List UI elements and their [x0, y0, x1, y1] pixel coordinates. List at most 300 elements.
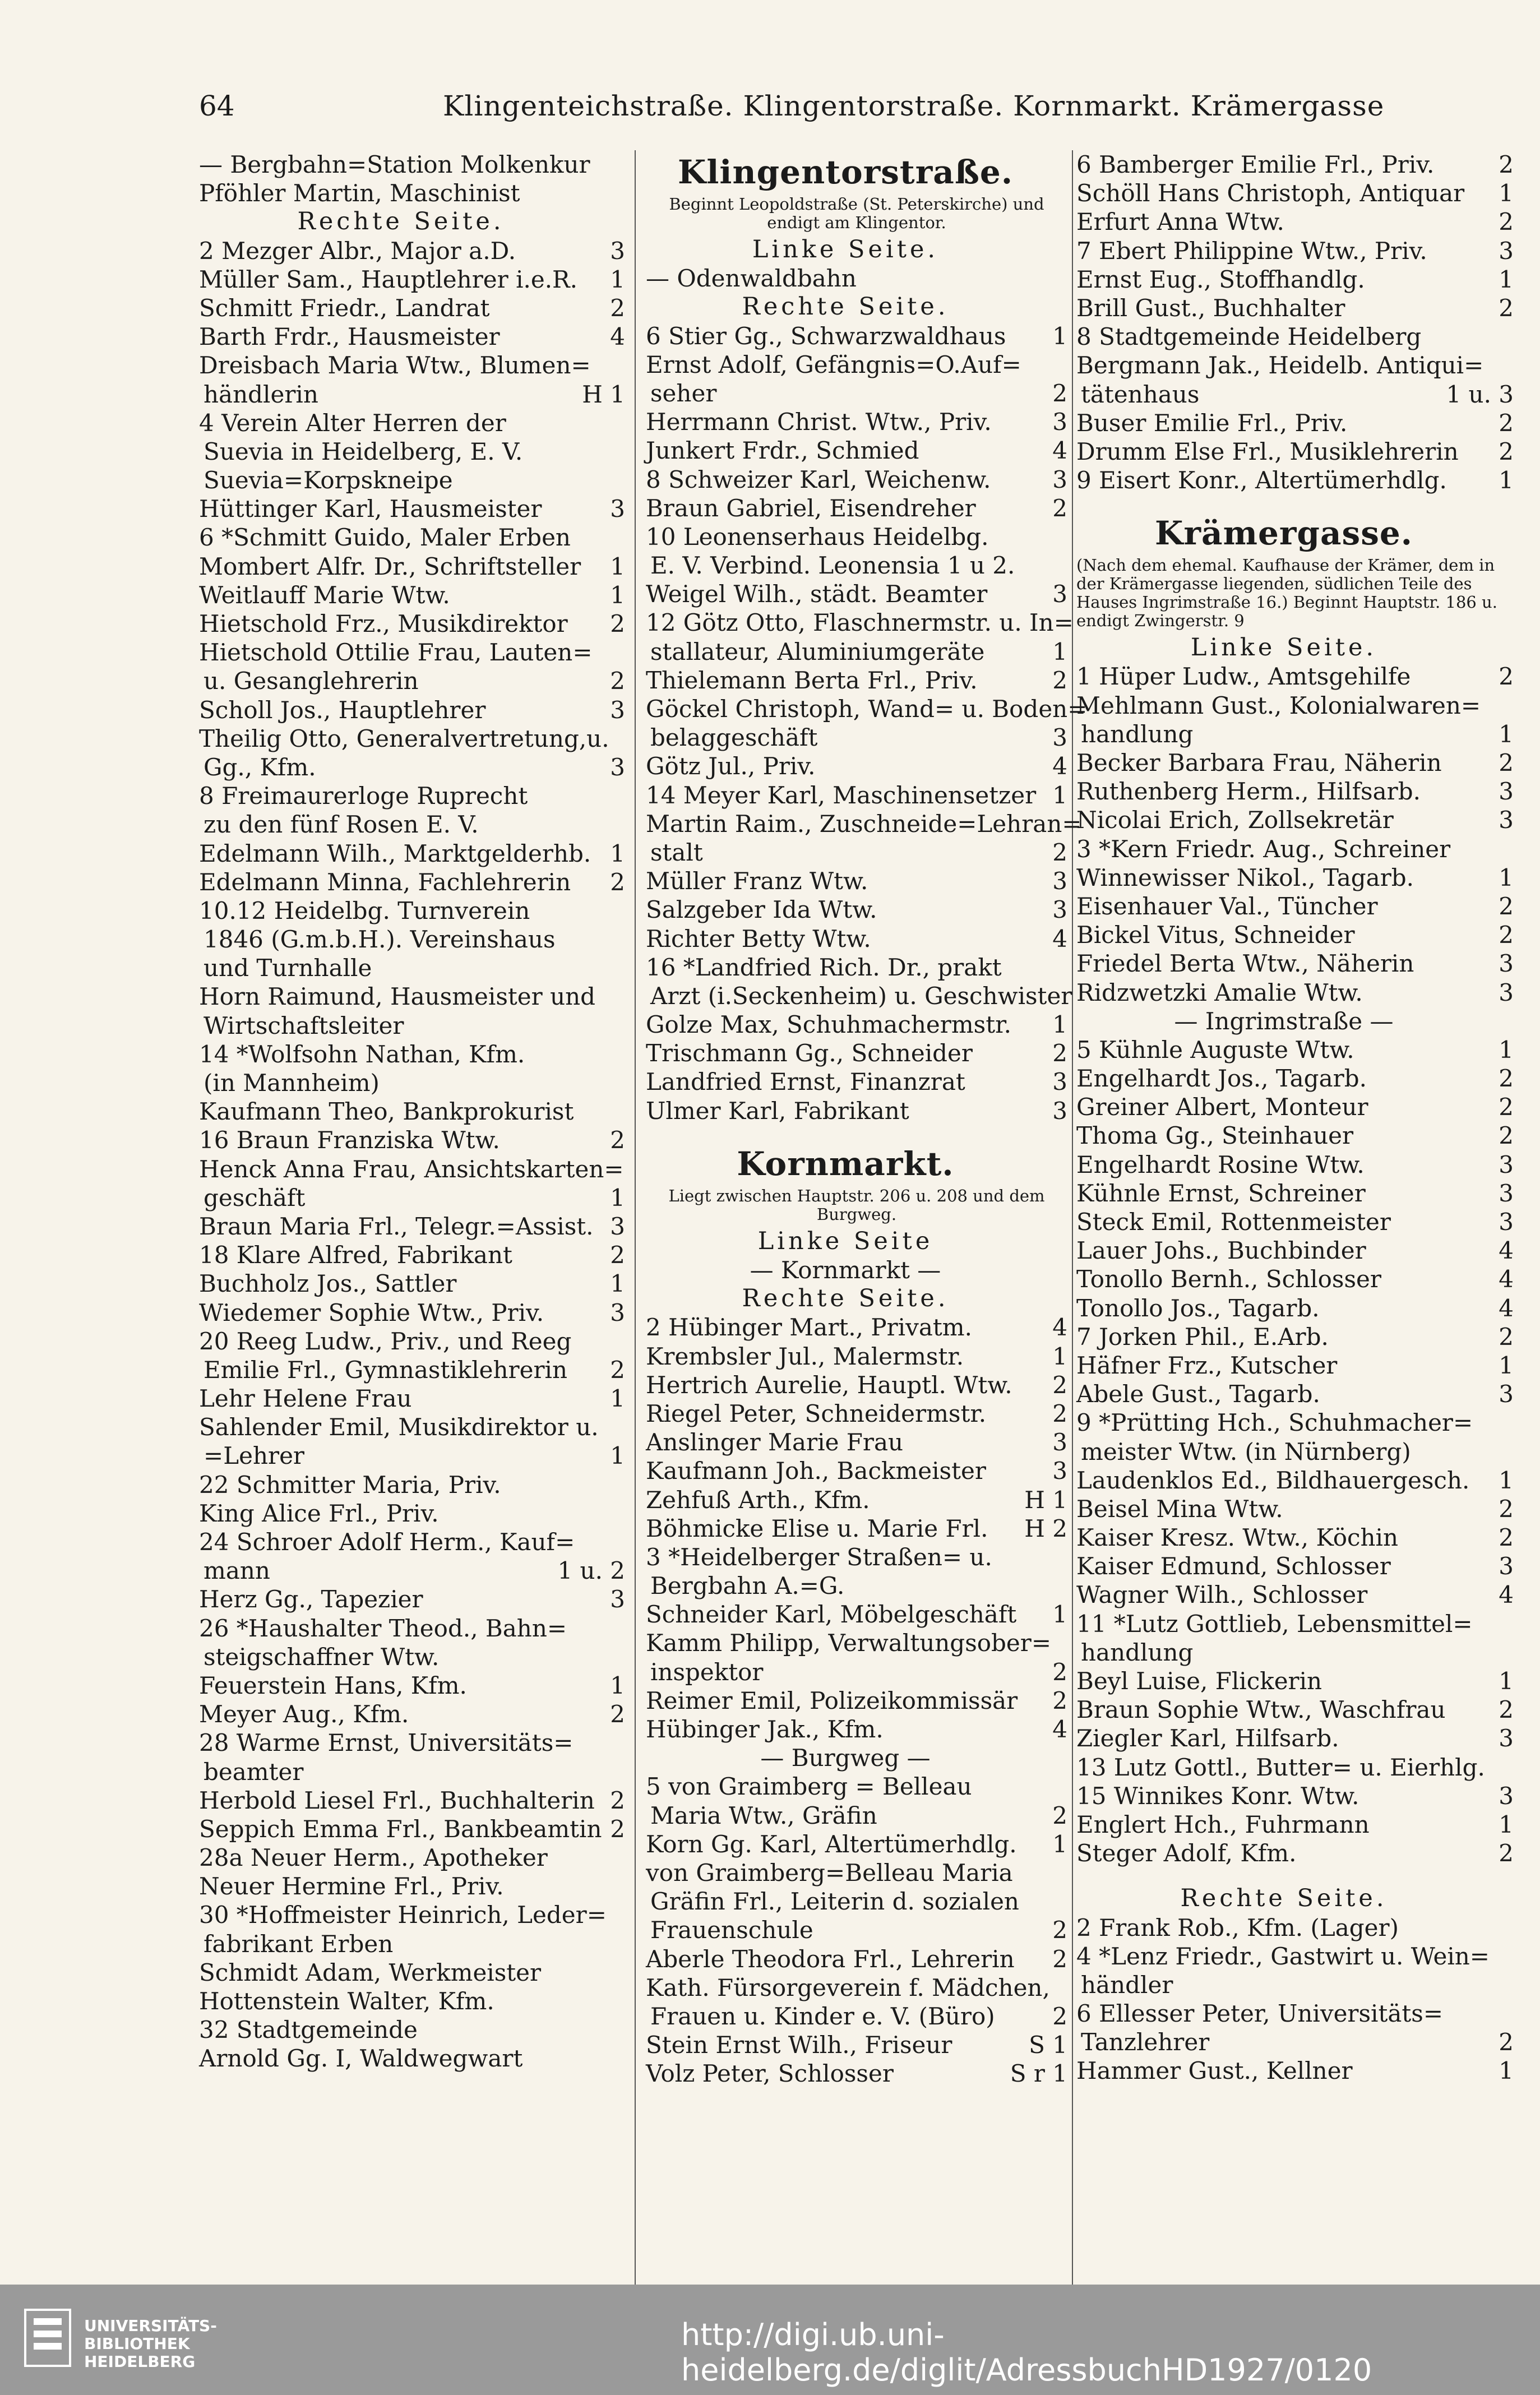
- directory-entry: [199, 1327, 625, 1356]
- directory-entry: [646, 436, 1067, 465]
- directory-entry-text: zu den fünf Rosen E. V.: [204, 811, 479, 839]
- directory-entry-text: Greiner Albert, Monteur: [1076, 1093, 1368, 1121]
- floor-number: 2: [1499, 663, 1514, 691]
- directory-entry: [646, 494, 1067, 523]
- directory-entry: [199, 179, 625, 207]
- directory-entry: [646, 895, 1067, 924]
- floor-number: 3: [1052, 724, 1067, 752]
- directory-entry: [199, 466, 625, 494]
- floor-number: 3: [1499, 237, 1514, 265]
- directory-entry: [646, 1097, 1067, 1125]
- floor-number: 2: [610, 1815, 625, 1843]
- directory-entry-text: Müller Franz Wtw.: [646, 867, 868, 895]
- floor-number: 2: [1052, 666, 1067, 694]
- floor-number: 2: [1052, 1945, 1067, 1973]
- directory-entry-text: Hertrich Aurelie, Hauptl. Wtw.: [646, 1371, 1012, 1399]
- directory-entry: [646, 1629, 1067, 1657]
- directory-entry: [199, 351, 625, 380]
- directory-entry-text: Weitlauff Marie Wtw.: [199, 581, 450, 609]
- directory-entry-text: Horn Raimund, Hausmeister und: [199, 983, 596, 1011]
- directory-entry: [646, 1371, 1067, 1399]
- directory-entry: [199, 1183, 625, 1212]
- side-heading-text: Linke Seite.: [1190, 634, 1377, 662]
- floor-number: 4: [1499, 1237, 1514, 1265]
- directory-entry: [199, 523, 625, 552]
- floor-number: 3: [1499, 806, 1514, 834]
- directory-entry-text: 7 Jorken Phil., E.Arb.: [1076, 1323, 1329, 1351]
- directory-entry-text: Häfner Frz., Kutscher: [1076, 1351, 1338, 1379]
- floor-number: 2: [1052, 1686, 1067, 1714]
- floor-number: 4: [610, 323, 625, 351]
- directory-entry: [1076, 1810, 1514, 1839]
- directory-entry: [199, 1843, 625, 1872]
- directory-entry: [199, 581, 625, 609]
- directory-entry-text: tätenhaus: [1081, 380, 1200, 408]
- section-spacer: [1076, 1867, 1514, 1884]
- floor-number: 4: [1052, 437, 1067, 465]
- directory-entry: [1076, 1408, 1514, 1437]
- street-heading-text: Klingentorstraße.: [677, 153, 1014, 191]
- directory-entry-text: 28 Warme Ernst, Universitäts=: [199, 1729, 574, 1757]
- floor-number: 2: [1052, 2002, 1067, 2030]
- floor-number: 2: [1499, 437, 1514, 465]
- directory-entry-text: Kaufmann Joh., Backmeister: [646, 1457, 986, 1485]
- directory-entry: [1076, 720, 1514, 748]
- floor-number: 2: [1052, 379, 1067, 407]
- directory-entry-text: Edelmann Wilh., Marktgelderhb.: [199, 839, 591, 867]
- directory-entry-text: handlung: [1081, 1638, 1194, 1666]
- floor-number: 1: [1499, 1667, 1514, 1695]
- directory-entry-text: 28a Neuer Herm., Apotheker: [199, 1844, 548, 1872]
- directory-entry-text: Landfried Ernst, Finanzrat: [646, 1068, 965, 1096]
- directory-entry-text: 15 Winnikes Konr. Wtw.: [1076, 1782, 1359, 1810]
- column-3: [1076, 150, 1514, 2086]
- floor-number: 2: [1052, 1916, 1067, 1944]
- directory-entry-text: Braun Sophie Wtw., Waschfrau: [1076, 1696, 1446, 1724]
- directory-entry: [199, 265, 625, 294]
- page-number: 64: [199, 90, 235, 122]
- directory-entry: [1076, 1466, 1514, 1495]
- directory-entry: [1076, 1495, 1514, 1523]
- street-heading-text: Kornmarkt.: [737, 1144, 954, 1183]
- directory-entry: [646, 1457, 1067, 1485]
- floor-number: 1 u. 3: [1446, 380, 1514, 408]
- directory-entry-text: händlerin: [204, 380, 318, 408]
- directory-entry: [199, 782, 625, 810]
- directory-entry: [1076, 1839, 1514, 1867]
- floor-number: 3: [1499, 1150, 1514, 1178]
- directory-entry: [1076, 1552, 1514, 1580]
- directory-entry: [646, 1399, 1067, 1428]
- column-rule: [635, 150, 636, 2297]
- source-url-link[interactable]: http://digi.ub.uni-heidelberg.de/diglit/AdressbuchHD1927/0120: [681, 2317, 1372, 2388]
- floor-number: 2: [1052, 1039, 1067, 1067]
- directory-entry-text: Seppich Emma Frl., Bankbeamtin: [199, 1815, 602, 1843]
- directory-entry: [646, 465, 1067, 494]
- directory-entry: [646, 264, 1067, 293]
- directory-entry-text: 14 Meyer Karl, Maschinensetzer: [646, 781, 1037, 809]
- street-heading: [646, 150, 1067, 194]
- floor-number: 1: [1499, 1035, 1514, 1064]
- directory-entry: [1076, 409, 1514, 437]
- directory-entry-text: belaggeschäft: [650, 724, 818, 752]
- directory-entry-text: Junkert Frdr., Schmied: [646, 437, 919, 465]
- directory-entry: [199, 1728, 625, 1757]
- directory-entry-text: Bergmann Jak., Heidelb. Antiqui=: [1076, 352, 1484, 380]
- directory-entry: [646, 1916, 1067, 1944]
- directory-entry: [199, 1958, 625, 1987]
- cross-street-divider: [1076, 1007, 1514, 1035]
- directory-entry: [199, 667, 625, 695]
- street-note-text: (Nach dem ehemal. Kaufhause der Krämer, dem in der Krämergasse liegenden, südlichen Teile des Hauses Ingrimstraße 16.) Beginnt Hauptstr. 186 u. endigt Zwingerstr. 9: [1076, 556, 1497, 631]
- directory-entry: [1076, 691, 1514, 720]
- directory-entry-text: Arzt (i.Seckenheim) u. Geschwister: [650, 982, 1072, 1010]
- directory-entry-text: Frauen u. Kinder e. V. (Büro): [650, 2002, 995, 2030]
- directory-entry: [199, 1786, 625, 1815]
- floor-number: 3: [610, 1212, 625, 1240]
- cross-street-divider: [646, 1744, 1067, 1772]
- floor-number: 2: [610, 1241, 625, 1269]
- floor-number: 4: [1499, 1294, 1514, 1322]
- directory-entry-text: stallateur, Aluminiumgeräte: [650, 637, 985, 665]
- directory-entry: [199, 982, 625, 1011]
- floor-number: 2: [1052, 838, 1067, 866]
- directory-entry-text: Hübinger Jak., Kfm.: [646, 1716, 884, 1743]
- floor-number: 1: [1499, 179, 1514, 207]
- directory-entry-text: 14 *Wolfsohn Nathan, Kfm.: [199, 1040, 525, 1068]
- floor-number: 3: [1052, 580, 1067, 608]
- directory-entry-text: Gg., Kfm.: [204, 753, 316, 781]
- directory-entry: [646, 1428, 1067, 1457]
- directory-entry-text: Winnewisser Nikol., Tagarb.: [1076, 863, 1414, 891]
- floor-number: 1: [1052, 1830, 1067, 1858]
- side-heading: [199, 207, 625, 236]
- section-spacer: [1076, 494, 1514, 511]
- directory-entry: [646, 2031, 1067, 2059]
- directory-entry-text: Hietschold Ottilie Frau, Lauten=: [199, 639, 593, 667]
- directory-entry-text: Reimer Emil, Polizeikommissär: [646, 1686, 1018, 1714]
- directory-entry-text: 10 Leonenserhaus Heidelbg.: [646, 523, 989, 551]
- directory-entry: [199, 868, 625, 896]
- side-heading: [646, 1227, 1067, 1256]
- directory-entry: [199, 1499, 625, 1528]
- directory-entry-text: 9 *Prütting Hch., Schuhmacher=: [1076, 1409, 1473, 1437]
- directory-entry: [1076, 1294, 1514, 1323]
- floor-number: 2: [1052, 494, 1067, 522]
- directory-entry-text: fabrikant Erben: [204, 1930, 394, 1958]
- directory-entry-text: Ridzwetzki Amalie Wtw.: [1076, 978, 1363, 1006]
- floor-number: 2: [1499, 294, 1514, 322]
- directory-entry: [199, 954, 625, 982]
- directory-entry-text: Lauer Johs., Buchbinder: [1076, 1237, 1366, 1265]
- floor-number: 2: [610, 868, 625, 896]
- directory-entry-text: Sahlender Emil, Musikdirektor u.: [199, 1413, 599, 1441]
- floor-number: 1: [1052, 781, 1067, 809]
- directory-entry: [1076, 466, 1514, 494]
- directory-entry-text: Maria Wtw., Gräfin: [650, 1801, 877, 1829]
- directory-entry: [1076, 1695, 1514, 1724]
- directory-entry-text: Erfurt Anna Wtw.: [1076, 208, 1284, 236]
- floor-number: 1: [610, 1671, 625, 1699]
- directory-entry-text: Becker Barbara Frau, Näherin: [1076, 749, 1442, 776]
- library-name-line-3: HEIDELBERG: [84, 2352, 196, 2371]
- section-spacer: [646, 1125, 1067, 1142]
- directory-entry-text: 6 Bamberger Emilie Frl., Priv.: [1076, 151, 1435, 178]
- floor-number: 1 u. 2: [557, 1557, 625, 1585]
- directory-entry: [1076, 351, 1514, 380]
- directory-entry: [199, 1441, 625, 1470]
- directory-entry-text: stalt: [650, 838, 703, 866]
- directory-entry: [646, 379, 1067, 408]
- cross-street-divider-text: — Ingrimstraße —: [1174, 1007, 1394, 1035]
- floor-number: 2: [1499, 1495, 1514, 1523]
- floor-number: 2: [610, 1126, 625, 1154]
- directory-entry: [646, 810, 1082, 838]
- floor-number: 1: [1052, 1342, 1067, 1370]
- directory-entry-text: Brill Gust., Buchhalter: [1076, 294, 1345, 322]
- street-note: [646, 194, 1067, 235]
- directory-entry: [1076, 1782, 1514, 1810]
- directory-entry-text: 13 Lutz Gottl., Butter= u. Eierhlg.: [1076, 1753, 1485, 1781]
- directory-entry-text: von Graimberg=Belleau Maria: [646, 1858, 1013, 1887]
- directory-entry-text: Riegel Peter, Schneidermstr.: [646, 1399, 987, 1427]
- directory-entry: [646, 781, 1067, 810]
- directory-entry-text: Theilig Otto, Generalvertretung,u.: [199, 724, 609, 752]
- directory-entry-text: Kaiser Kresz. Wtw., Köchin: [1076, 1524, 1399, 1552]
- floor-number: 3: [1499, 1782, 1514, 1810]
- directory-entry: [646, 1772, 1067, 1801]
- directory-entry-text: 5 von Graimberg = Belleau: [646, 1773, 972, 1801]
- floor-number: 3: [1499, 1208, 1514, 1236]
- directory-entry-text: Bickel Vitus, Schneider: [1076, 921, 1355, 949]
- directory-entry-text: Hietschold Frz., Musikdirektor: [199, 610, 568, 637]
- directory-entry-text: Götz Jul., Priv.: [646, 752, 816, 780]
- directory-entry-text: Ziegler Karl, Hilfsarb.: [1076, 1724, 1339, 1753]
- directory-entry: [646, 1342, 1067, 1371]
- directory-entry: [199, 1758, 625, 1786]
- directory-entry-text: Buchholz Jos., Sattler: [199, 1270, 457, 1298]
- directory-entry: [646, 1887, 1067, 1916]
- directory-entry-text: 22 Schmitter Maria, Priv.: [199, 1471, 501, 1499]
- directory-entry-text: Drumm Else Frl., Musiklehrerin: [1076, 437, 1459, 465]
- directory-entry-text: Tonollo Jos., Tagarb.: [1076, 1294, 1320, 1322]
- directory-entry-text: 1846 (G.m.b.H.). Vereinshaus: [204, 926, 556, 954]
- floor-number: 4: [1052, 924, 1067, 953]
- directory-entry: [199, 494, 625, 523]
- directory-entry-text: Wagner Wilh., Schlosser: [1076, 1581, 1368, 1609]
- floor-number: 2: [1499, 1093, 1514, 1121]
- directory-entry-text: Dreisbach Maria Wtw., Blumen=: [199, 352, 591, 380]
- street-note: [646, 1186, 1067, 1227]
- directory-entry: [199, 1298, 625, 1327]
- directory-entry: [1076, 978, 1514, 1007]
- directory-entry-text: Bergbahn A.=G.: [650, 1572, 845, 1600]
- directory-entry-text: Meyer Aug., Kfm.: [199, 1700, 409, 1728]
- side-heading: [646, 293, 1067, 321]
- directory-entry-text: 16 *Landfried Rich. Dr., prakt: [646, 953, 1002, 981]
- directory-entry-text: Thielemann Berta Frl., Priv.: [646, 666, 978, 694]
- floor-number: 3: [1499, 1724, 1514, 1753]
- directory-entry-text: Krembsler Jul., Malermstr.: [646, 1342, 964, 1370]
- floor-number: 2: [1499, 1696, 1514, 1724]
- floor-number: 3: [1499, 950, 1514, 978]
- directory-entry: [646, 1039, 1067, 1067]
- directory-entry: [1076, 1323, 1514, 1351]
- directory-entry: [199, 1614, 625, 1643]
- directory-entry-text: Braun Maria Frl., Telegr.=Assist.: [199, 1212, 594, 1240]
- directory-entry-text: beamter: [204, 1758, 304, 1786]
- directory-entry-text: Englert Hch., Fuhrmann: [1076, 1810, 1370, 1838]
- directory-entry: [199, 896, 625, 925]
- directory-entry-text: Wirtschaftsleiter: [204, 1011, 404, 1039]
- floor-number: S r 1: [1010, 2060, 1067, 2088]
- directory-entry-text: Abele Gust., Tagarb.: [1076, 1380, 1320, 1408]
- directory-entry-text: 8 Freimaurerloge Ruprecht: [199, 782, 528, 810]
- floor-number: 3: [1052, 1457, 1067, 1485]
- floor-number: 3: [610, 1585, 625, 1613]
- directory-entry: [646, 1686, 1067, 1715]
- directory-entry: [1076, 1753, 1514, 1782]
- cross-street-divider-text: — Kornmarkt —: [750, 1256, 941, 1284]
- directory-entry-text: Trischmann Gg., Schneider: [646, 1039, 973, 1067]
- directory-entry: [1076, 863, 1514, 892]
- side-heading: [1076, 634, 1514, 662]
- directory-entry-text: mann: [204, 1557, 270, 1585]
- directory-entry: [1076, 1913, 1514, 1942]
- floor-number: H 1: [582, 380, 625, 408]
- directory-entry: [199, 1987, 625, 2015]
- directory-entry: [199, 2015, 625, 2044]
- floor-number: 2: [610, 667, 625, 695]
- directory-entry-text: Schöll Hans Christoph, Antiquar: [1076, 179, 1465, 207]
- floor-number: 2: [1499, 208, 1514, 236]
- floor-number: 3: [1052, 1097, 1067, 1125]
- floor-number: 1: [610, 1183, 625, 1212]
- floor-number: 1: [610, 552, 625, 580]
- cross-street-divider: [646, 1256, 1067, 1284]
- directory-entry: [1076, 1610, 1514, 1638]
- directory-entry-text: händler: [1081, 1971, 1173, 1999]
- directory-entry-text: Engelhardt Jos., Tagarb.: [1076, 1065, 1367, 1093]
- directory-entry: [199, 1872, 625, 1901]
- directory-entry: [199, 1040, 625, 1069]
- floor-number: 3: [1052, 896, 1067, 924]
- directory-entry-text: und Turnhalle: [204, 954, 372, 982]
- directory-entry-text: 6 Stier Gg., Schwarzwaldhaus: [646, 322, 1006, 350]
- directory-entry-text: Martin Raim., Zuschneide=Lehran=: [646, 810, 1082, 838]
- column-2: [646, 150, 1088, 2088]
- directory-entry-text: 2 Hübinger Mart., Privatm.: [646, 1314, 972, 1342]
- floor-number: 2: [610, 610, 625, 637]
- directory-entry-text: Frauenschule: [650, 1916, 813, 1944]
- directory-entry-text: Tonollo Bernh., Schlosser: [1076, 1265, 1381, 1293]
- directory-entry: [1076, 1093, 1514, 1121]
- directory-entry: [199, 1528, 625, 1556]
- floor-number: 1: [1499, 1351, 1514, 1379]
- directory-entry: [1076, 748, 1514, 777]
- directory-entry-text: Kühnle Ernst, Schreiner: [1076, 1179, 1366, 1207]
- directory-entry-text: 3 *Heidelberger Straßen= u.: [646, 1543, 992, 1571]
- floor-number: 2: [1499, 2028, 1514, 2056]
- running-head: Klingenteichstraße. Klingentorstraße. Kornmarkt. Krämergasse: [443, 90, 1385, 122]
- directory-entry-text: 1 Hüper Ludw., Amtsgehilfe: [1076, 663, 1411, 691]
- directory-entry-text: 6 Ellesser Peter, Universitäts=: [1076, 2000, 1444, 2028]
- floor-number: 3: [1052, 1068, 1067, 1096]
- directory-entry-text: Scholl Jos., Hauptlehrer: [199, 696, 486, 724]
- floor-number: 1: [1499, 720, 1514, 748]
- directory-entry: [646, 1658, 1067, 1686]
- directory-entry: [646, 1067, 1067, 1096]
- floor-number: 1: [1052, 1601, 1067, 1629]
- floor-number: 3: [610, 237, 625, 265]
- directory-entry-text: Feuerstein Hans, Kfm.: [199, 1671, 467, 1699]
- directory-entry: [646, 2059, 1067, 2088]
- floor-number: 2: [1499, 1839, 1514, 1867]
- street-heading: [646, 1142, 1067, 1186]
- directory-entry: [646, 551, 1067, 580]
- directory-entry: [1076, 921, 1514, 949]
- side-heading-text: Rechte Seite.: [1180, 1884, 1388, 1913]
- directory-entry-text: Pföhler Martin, Maschinist: [199, 179, 520, 207]
- directory-entry: [199, 1413, 625, 1441]
- column-1: [199, 150, 625, 2073]
- directory-entry: [646, 408, 1067, 436]
- directory-entry-text: Thoma Gg., Steinhauer: [1076, 1122, 1354, 1150]
- directory-entry-text: 32 Stadtgemeinde: [199, 2016, 418, 2044]
- directory-entry: [646, 953, 1067, 982]
- directory-entry: [199, 1700, 625, 1728]
- directory-entry-text: Suevia=Korpskneipe: [204, 466, 453, 494]
- directory-entry: [646, 1801, 1067, 1830]
- directory-entry-text: Salzgeber Ida Wtw.: [646, 896, 877, 924]
- directory-entry: [1076, 777, 1514, 806]
- floor-number: 1: [610, 265, 625, 293]
- directory-entry-text: 8 Schweizer Karl, Weichenw.: [646, 465, 991, 493]
- directory-entry: [646, 867, 1067, 895]
- floor-number: 1: [1499, 863, 1514, 891]
- floor-number: 2: [1052, 1399, 1067, 1427]
- directory-entry-text: Herrmann Christ. Wtw., Priv.: [646, 408, 992, 436]
- directory-entry: [199, 322, 625, 351]
- directory-entry: [199, 1471, 625, 1499]
- directory-entry-text: 6 *Schmitt Guido, Maler Erben: [199, 524, 571, 552]
- directory-entry: [199, 1930, 625, 1958]
- directory-entry-text: Nicolai Erich, Zollsekretär: [1076, 806, 1394, 834]
- directory-entry: [199, 1384, 625, 1413]
- directory-entry: [646, 1313, 1067, 1342]
- floor-number: 2: [1499, 1323, 1514, 1351]
- floor-number: 3: [1052, 867, 1067, 895]
- directory-entry: [199, 1671, 625, 1700]
- floor-number: 2: [1499, 921, 1514, 949]
- directory-entry: [1076, 265, 1514, 294]
- directory-entry: [1076, 1351, 1514, 1380]
- directory-entry-text: Suevia in Heidelberg, E. V.: [204, 437, 523, 465]
- directory-entry: [1076, 1208, 1514, 1236]
- directory-entry-text: (in Mannheim): [204, 1069, 380, 1097]
- directory-entry-text: Steger Adolf, Kfm.: [1076, 1839, 1297, 1867]
- directory-entry-text: 7 Ebert Philippine Wtw., Priv.: [1076, 237, 1427, 265]
- directory-entry-text: Anslinger Marie Frau: [646, 1428, 904, 1457]
- directory-entry-text: 16 Braun Franziska Wtw.: [199, 1126, 500, 1154]
- floor-number: 1: [610, 1270, 625, 1298]
- directory-entry-text: meister Wtw. (in Nürnberg): [1081, 1437, 1411, 1465]
- directory-entry-text: Eisenhauer Val., Tüncher: [1076, 892, 1378, 920]
- directory-entry: [1076, 437, 1514, 466]
- directory-entry: [199, 380, 625, 409]
- floor-number: 1: [610, 839, 625, 867]
- floor-number: 1: [610, 581, 625, 609]
